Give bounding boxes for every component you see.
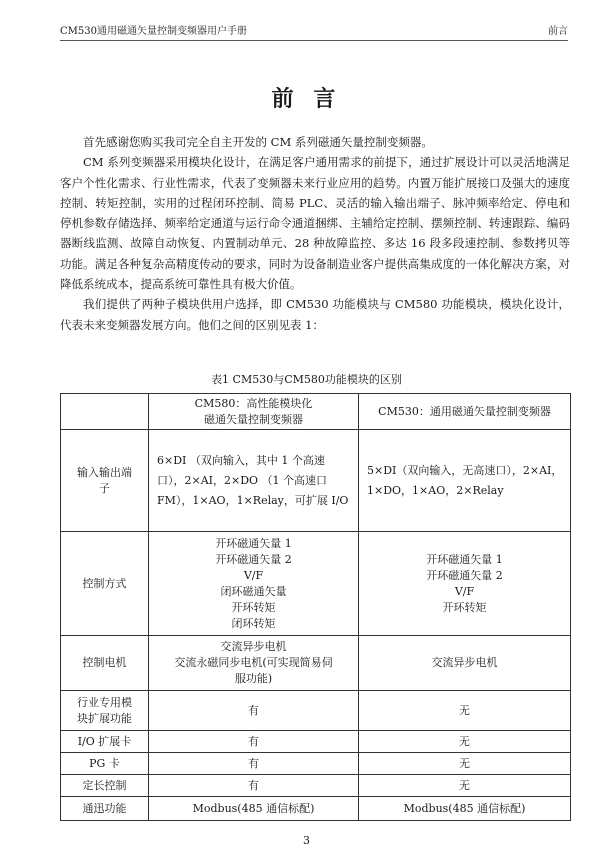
header-cell-empty — [61, 394, 149, 430]
table-row — [61, 797, 571, 821]
comparison-table — [60, 393, 571, 821]
paragraph: CM 系列变频器采用模块化设计，在满足客户通用需求的前提下，通过扩展设计可以灵活地满足客户个性化需求、行业性需求，代表了变频器未来行业应用的趋势。内置万能扩展接口及强大的速度控制、转矩控制，实用的过程闭环控制、简易 PLC、灵活的输入输出端子、脉冲频率给定、停电和停机参数存储选择、频率给定通道与运行命令通道捆绑、主辅给定控制、摆频控制、转速跟踪、编码器断线监测、故障自动恢复、内置制动单元、28 种故障监控、多达 16 段多段速控制、参数拷贝等功能。满足各种复杂高精度传动的要求，同时为设备制造业客户提供高集成度的一体化解决方案，对降低系统成本，提高系统可靠性具有极大价值。 — [60, 155, 570, 292]
paragraph: 首先感谢您购买我司完全自主开发的 CM 系列磁通矢量控制变频器。 — [83, 135, 433, 149]
table-row — [61, 753, 571, 775]
page-header — [60, 20, 568, 41]
cm580-value: 交流异步电机 交流永磁同步电机(可实现简易伺 服功能) — [149, 636, 359, 691]
row-label: 行业专用模 块扩展功能 — [61, 691, 149, 731]
header-cell-cm580: CM580：高性能模块化 磁通矢量控制变频器 — [149, 394, 359, 430]
row-label: 定长控制 — [61, 775, 149, 797]
intro-text — [60, 132, 570, 335]
cm530-value: 无 — [359, 775, 571, 797]
row-label: 输入输出端 子 — [61, 430, 149, 532]
row-label: I/O 扩展卡 — [61, 731, 149, 753]
cm580-value: 有 — [149, 753, 359, 775]
cm530-value: 5×DI（双向输入，无高速口），2×AI，1×DO，1×AO，2×Relay — [359, 430, 571, 532]
cm580-value: 有 — [149, 731, 359, 753]
page-title: 前 言 — [271, 86, 342, 112]
cm580-value: 有 — [149, 691, 359, 731]
table-row — [61, 636, 571, 691]
table-header-row — [61, 394, 571, 430]
cm530-value: 开环磁通矢量 1 开环磁通矢量 2 V/F 开环转矩 — [359, 532, 571, 636]
cm580-value: Modbus(485 通信标配) — [149, 797, 359, 821]
page-number: 3 — [303, 834, 310, 847]
table-row — [61, 731, 571, 753]
cm530-value: 交流异步电机 — [359, 636, 571, 691]
cm580-value: 有 — [149, 775, 359, 797]
row-label: 通迅功能 — [61, 797, 149, 821]
table-row — [61, 532, 571, 636]
section-name: 前言 — [548, 26, 568, 37]
cm530-value: Modbus(485 通信标配) — [359, 797, 571, 821]
manual-title: CM530通用磁通矢量控制变频器用户手册 — [60, 26, 247, 37]
paragraph: 我们提供了两种子模块供用户选择，即 CM530 功能模块与 CM580 功能模块，模块化设计，代表未来变频器发展方向。他们之间的区别见表 1： — [60, 297, 570, 332]
row-label: 控制方式 — [61, 532, 149, 636]
header-cell-cm530: CM530：通用磁通矢量控制变频器 — [359, 394, 571, 430]
cm530-value: 无 — [359, 691, 571, 731]
cm530-value: 无 — [359, 753, 571, 775]
table-row — [61, 691, 571, 731]
cm580-value: 6×DI （双向输入，其中 1 个高速口），2×AI，2×DO （1 个高速口 FM），1×AO，1×Relay，可扩展 I/O — [149, 430, 359, 532]
row-label: PG 卡 — [61, 753, 149, 775]
cm580-value: 开环磁通矢量 1 开环磁通矢量 2 V/F 闭环磁通矢量 开环转矩 闭环转矩 — [149, 532, 359, 636]
table-caption: 表1 CM530与CM580功能模块的区别 — [211, 373, 402, 386]
row-label: 控制电机 — [61, 636, 149, 691]
table-row — [61, 430, 571, 532]
table-row — [61, 775, 571, 797]
cm530-value: 无 — [359, 731, 571, 753]
